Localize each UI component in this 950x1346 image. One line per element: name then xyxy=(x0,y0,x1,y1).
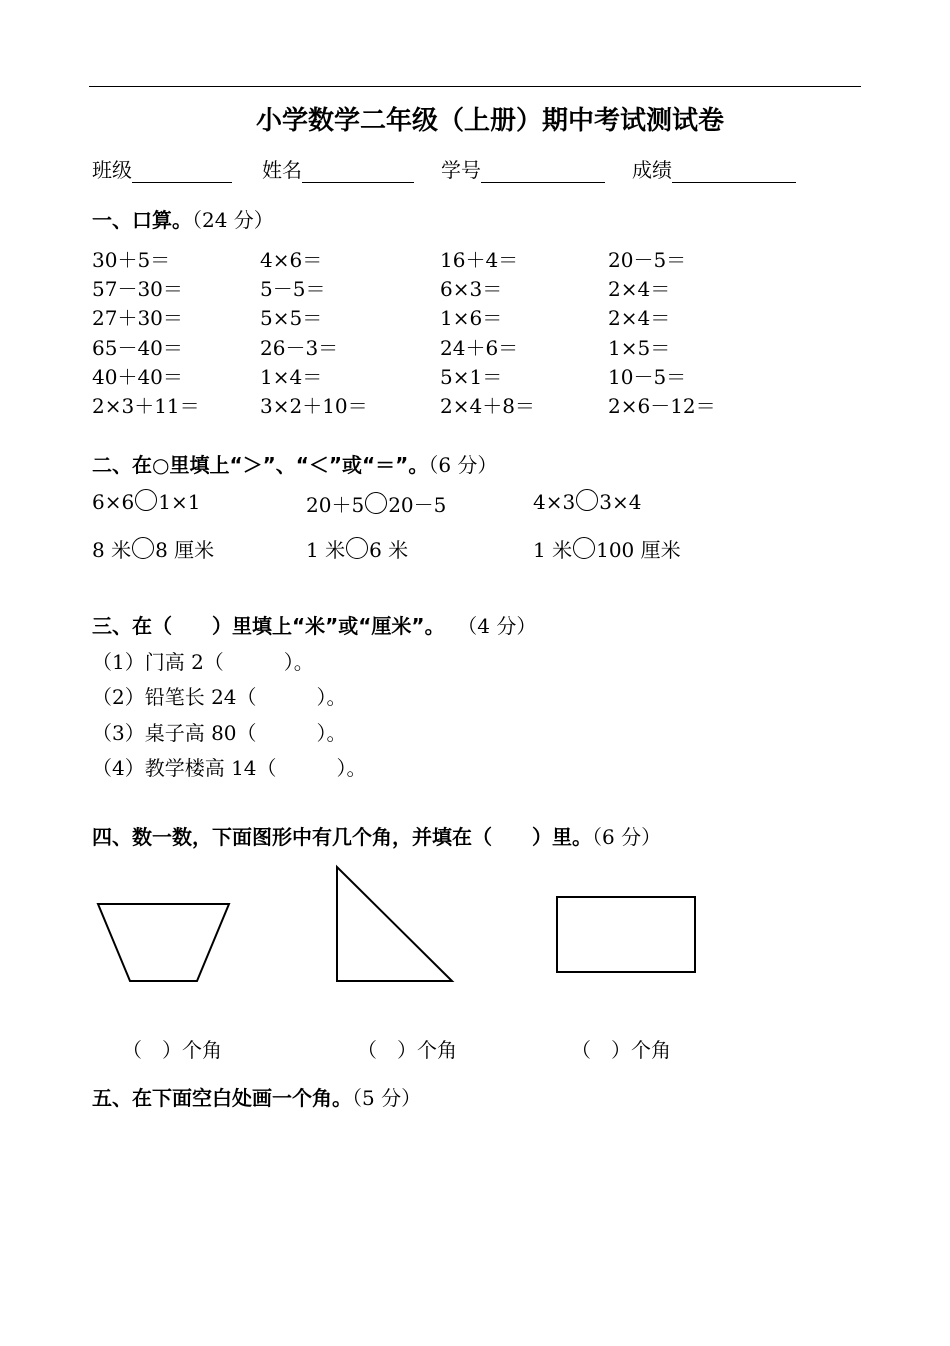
calc-problem: 3×2＋10＝ xyxy=(260,394,368,418)
calc-problem: 26－3＝ xyxy=(260,335,339,360)
calc-problem: 2×4＋8＝ xyxy=(440,394,535,418)
calc-problem: 57－30＝ xyxy=(92,277,183,302)
calc-problem: 2×4＝ xyxy=(608,277,671,302)
calc-problem: 16＋4＝ xyxy=(440,248,519,272)
calc-problem: 6×3＝ xyxy=(440,277,503,302)
calc-problem: 20－5＝ xyxy=(608,248,687,272)
unit-item[interactable]: （2）铅笔长 24（ ）。 xyxy=(92,685,347,709)
trapezoid-shape xyxy=(98,904,229,981)
rectangle-shape xyxy=(557,897,695,972)
drawing-area[interactable] xyxy=(92,1120,862,1320)
right-triangle-shape xyxy=(337,867,452,981)
compare-right: 1×1 xyxy=(158,490,201,514)
student-id-label: 学号 xyxy=(441,158,481,182)
unit-item[interactable]: （4）教学楼高 14（ ）。 xyxy=(92,756,367,780)
section-3-points: （4 分） xyxy=(457,614,537,638)
calc-problem: 40＋40＝ xyxy=(92,364,183,389)
section-5-title: 五、在下面空白处画一个角。 xyxy=(92,1086,352,1110)
compare-right: 20－5 xyxy=(388,493,447,517)
compare-left: 1 米 xyxy=(533,538,573,562)
angle-answer[interactable]: （ ）个角 xyxy=(122,1038,222,1062)
calc-problem: 5×1＝ xyxy=(440,364,503,389)
name-label: 姓名 xyxy=(262,158,302,182)
compare-right: 100 厘米 xyxy=(596,538,681,562)
calc-problem: 2×6－12＝ xyxy=(608,394,716,418)
section-2-points: （6 分） xyxy=(428,453,498,477)
compare-left: 8 米 xyxy=(92,538,132,562)
compare-left: 6×6 xyxy=(92,490,135,514)
angle-answer[interactable]: （ ）个角 xyxy=(357,1038,457,1062)
calc-problem: 4×6＝ xyxy=(260,248,323,272)
calc-problem: 27＋30＝ xyxy=(92,306,183,331)
angle-answer[interactable]: （ ）个角 xyxy=(571,1038,671,1062)
calc-problem: 1×4＝ xyxy=(260,364,323,389)
compare-right: 6 米 xyxy=(369,538,409,562)
calc-problem: 2×3＋11＝ xyxy=(92,394,200,418)
compare-left: 1 米 xyxy=(306,538,346,562)
calc-problem: 2×4＝ xyxy=(608,306,671,331)
section-4-title: 四、数一数，下面图形中有几个角，并填在（ ）里。 xyxy=(92,825,592,849)
calc-problem: 1×6＝ xyxy=(440,306,503,331)
compare-left: 20＋5 xyxy=(306,493,365,517)
unit-item[interactable]: （3）桌子高 80（ ）。 xyxy=(92,721,347,745)
section-3-title: 三、在（ ）里填上“米”或“厘米”。 xyxy=(92,614,445,638)
section-4-points: （6 分） xyxy=(592,825,662,849)
calc-problem: 30＋5＝ xyxy=(92,248,171,272)
calc-problem: 1×5＝ xyxy=(608,335,671,360)
calc-problem: 24＋6＝ xyxy=(440,335,519,360)
calc-problem: 5×5＝ xyxy=(260,306,323,331)
section-2-title: 二、在○里填上“＞”、“＜”或“＝”。 xyxy=(92,453,429,477)
score-label: 成绩 xyxy=(632,158,672,182)
page-title: 小学数学二年级（上册）期中考试测试卷 xyxy=(255,106,724,136)
unit-item[interactable]: （1）门高 2（ ）。 xyxy=(92,650,314,674)
compare-left: 4×3 xyxy=(533,490,576,514)
class-label: 班级 xyxy=(92,158,132,182)
compare-right: 8 厘米 xyxy=(155,538,215,562)
calc-problem: 10－5＝ xyxy=(608,364,687,389)
section-1-points: （24 分） xyxy=(192,208,274,232)
section-5-points: （5 分） xyxy=(352,1086,422,1110)
calc-problem: 5－5＝ xyxy=(260,277,326,302)
compare-right: 3×4 xyxy=(599,490,642,514)
section-5-heading xyxy=(92,1082,421,1111)
calc-problem: 65－40＝ xyxy=(92,335,183,360)
section-1-title: 一、口算。 xyxy=(92,208,192,232)
